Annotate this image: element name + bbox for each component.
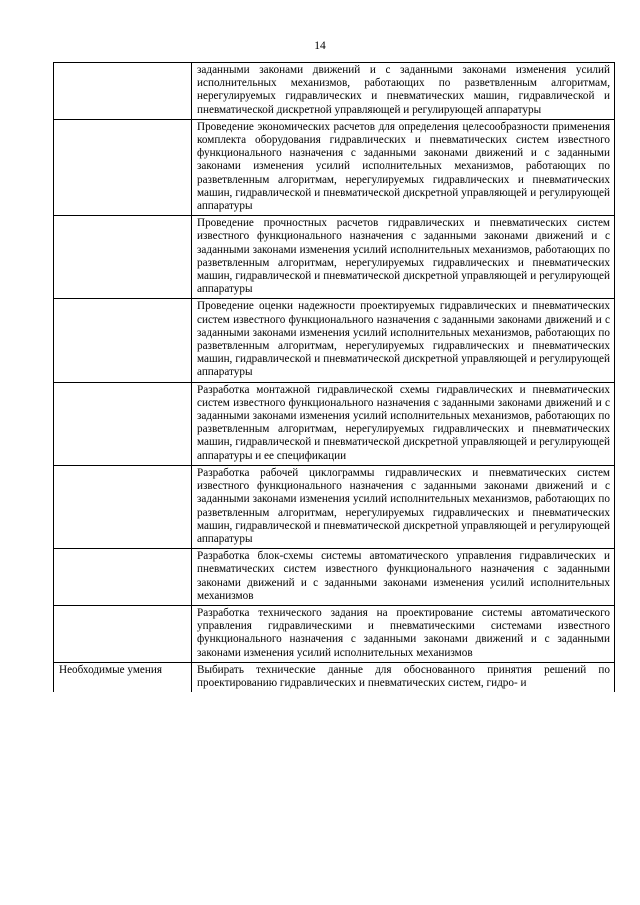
table-row (54, 216, 615, 299)
qualification-table (53, 62, 615, 692)
table-row (54, 119, 615, 215)
row-label (54, 605, 192, 662)
labor-action-text: заданными законами движений и с заданными законами изменения усилий исполнительных механизмов, работающих по разветвленным алгоритмам, нерегулируемых гидравлических и пневматических машин, гидравлической и пневматической дискретной управляющей и регулирующей аппаратуры (192, 63, 615, 120)
table-row (54, 382, 615, 465)
table-row (54, 63, 615, 120)
labor-action-text: Проведение оценки надежности проектируемых гидравлических и пневматических систем известного функционального назначения с заданными законами движений и с заданными законами изменения усилий исполнительных механизмов, работающих по разветвленным алгоритмам, нерегулируемых гидравлических и пневматических машин, гидравлической и пневматической дискретной управляющей и регулирующей аппаратуры (192, 299, 615, 382)
row-label (54, 382, 192, 465)
row-label (54, 549, 192, 606)
table-row (54, 465, 615, 548)
labor-action-text: Проведение экономических расчетов для определения целесообразности применения комплекта оборудования гидравлических и пневматических систем известного функционального назначения с заданными законами движений и с заданными законами изменения усилий исполнительных механизмов, работающих по разветвленным алгоритмам, нерегулируемых гидравлических и пневматических машин, гидравлической и пневматической дискретной управляющей и регулирующей аппаратуры (192, 119, 615, 215)
labor-action-text: Разработка блок-схемы системы автоматического управления гидравлических и пневматических систем известного функционального назначения с заданными законами движений и с заданными законами изменения усилий исполнительных механизмов (192, 549, 615, 606)
row-label (54, 465, 192, 548)
row-label (54, 299, 192, 382)
row-label (54, 119, 192, 215)
section-label-required-skills: Необходимые умения (54, 662, 192, 692)
table-row (54, 299, 615, 382)
row-label (54, 216, 192, 299)
table-row (54, 662, 615, 692)
table-row (54, 605, 615, 662)
labor-action-text: Разработка рабочей циклограммы гидравлических и пневматических систем известного функционального назначения с заданными законами движений и с заданными законами изменения усилий исполнительных механизмов, работающих по разветвленным алгоритмам, нерегулируемых гидравлических и пневматических машин, гидравлической и пневматической дискретной управляющей и регулирующей аппаратуры (192, 465, 615, 548)
labor-action-text: Разработка технического задания на проектирование системы автоматического управления гидравлическими и пневматическими системами известного функционального назначения с заданными законами движений и с заданными законами изменения усилий исполнительных механизмов (192, 605, 615, 662)
table-row (54, 549, 615, 606)
row-label (54, 63, 192, 120)
page-number: 14 (314, 40, 326, 52)
labor-action-text: Разработка монтажной гидравлической схемы гидравлических и пневматических систем известного функционального назначения с заданными законами движений и с заданными законами изменения усилий исполнительных механизмов, работающих по разветвленным алгоритмам, нерегулируемых гидравлических и пневматических машин, гидравлической и пневматической дискретной управляющей и регулирующей аппаратуры и ее спецификации (192, 382, 615, 465)
skill-text: Выбирать технические данные для обоснованного принятия решений по проектированию гидравлических и пневматических систем, гидро- и (192, 662, 615, 692)
labor-action-text: Проведение прочностных расчетов гидравлических и пневматических систем известного функционального назначения с заданными законами движений и с заданными законами изменения усилий исполнительных механизмов, работающих по разветвленным алгоритмам, нерегулируемых гидравлических и пневматических машин, гидравлической и пневматической дискретной управляющей и регулирующей аппаратуры (192, 216, 615, 299)
